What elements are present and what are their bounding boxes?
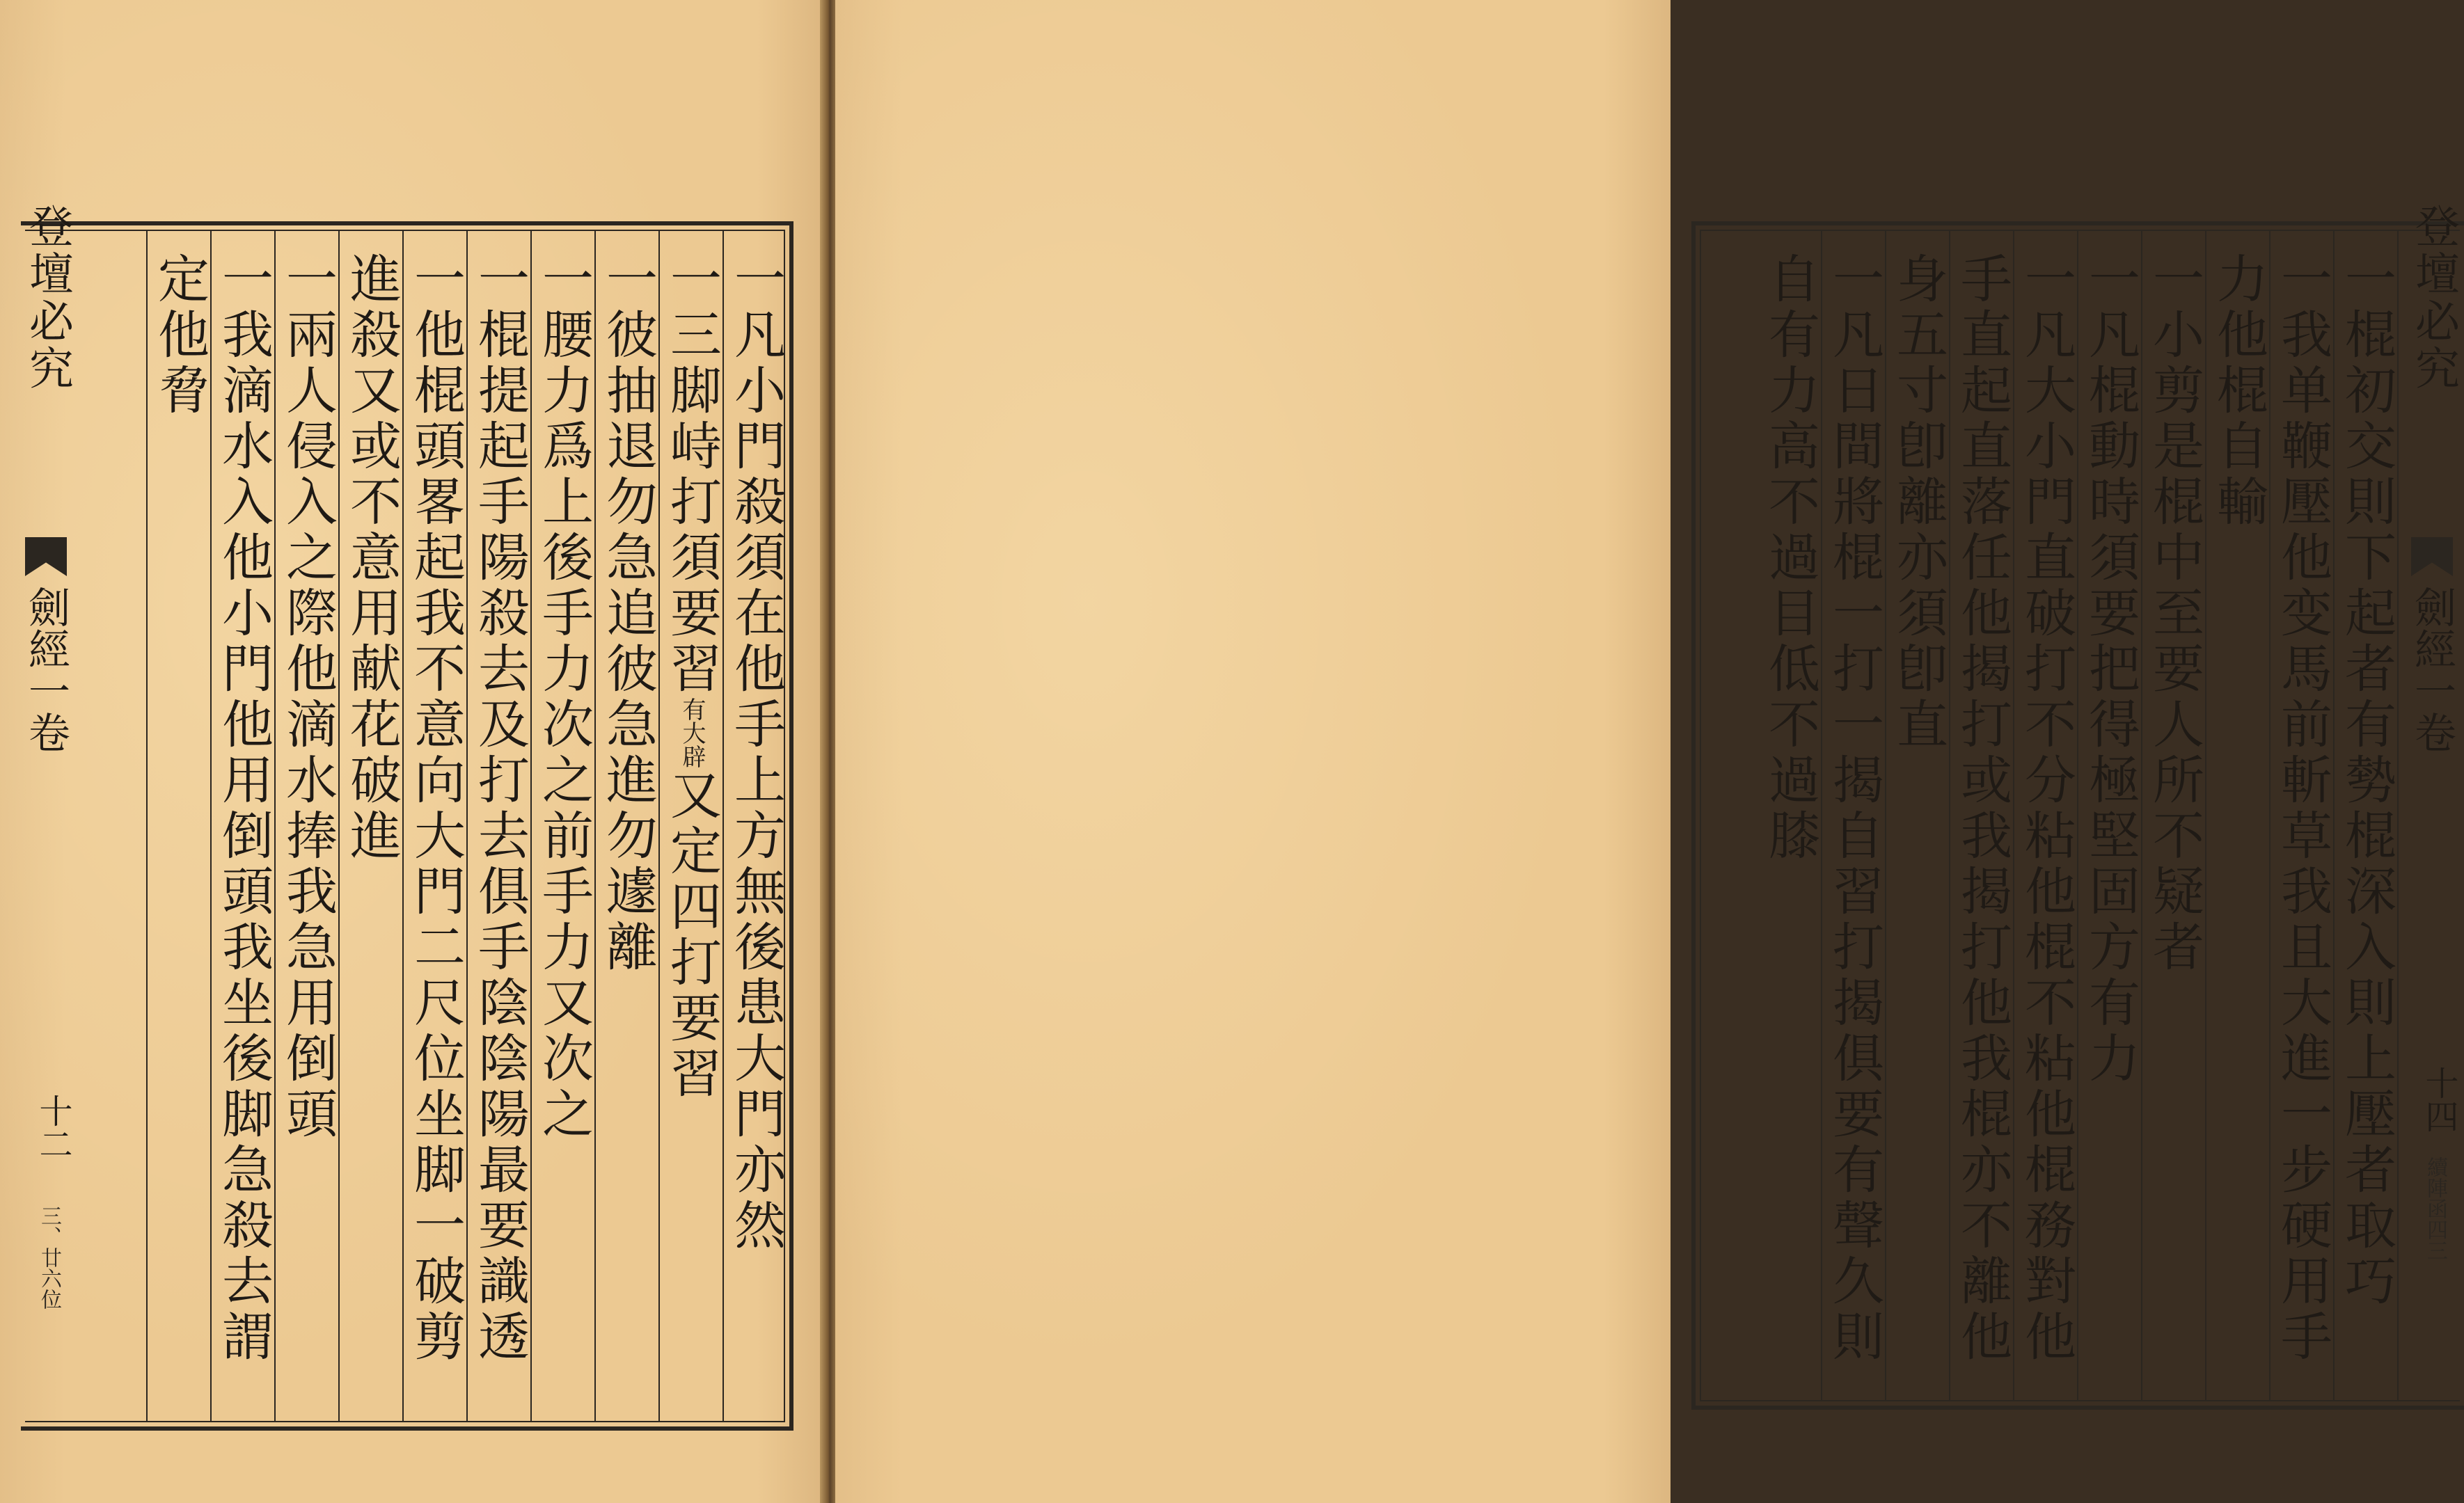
left-column-8 bbox=[276, 231, 340, 1422]
column-continued-text: 又定四打要習 bbox=[662, 768, 722, 1102]
left-column-2 bbox=[660, 231, 724, 1422]
column-text: 一凡小門殺須在他手上方無後患大門亦然 bbox=[726, 252, 786, 1254]
left-column-blank bbox=[84, 231, 148, 1422]
left-book-title: 登壇必究 bbox=[22, 203, 73, 392]
column-text: 一棍初交則下起者有勢棍深入則上壓者取巧 bbox=[2337, 252, 2396, 1310]
right-column-6 bbox=[2014, 231, 2078, 1401]
right-column-5 bbox=[2078, 231, 2142, 1401]
right-column-1 bbox=[2335, 231, 2399, 1401]
right-banner bbox=[2407, 203, 2460, 1401]
column-text: 一彼抽退勿急追彼急進勿遽離 bbox=[598, 252, 658, 976]
left-column-5 bbox=[468, 231, 532, 1422]
right-section-title: 劍經一卷 bbox=[2408, 586, 2456, 753]
right-column-3 bbox=[2206, 231, 2270, 1401]
column-text: 進殺又或不意用献花破進 bbox=[342, 252, 402, 864]
left-column-7 bbox=[340, 231, 404, 1422]
column-main-text: 一三脚峙打須要習 bbox=[662, 252, 722, 697]
left-page-frame bbox=[21, 203, 793, 1431]
interlinear-note: 有大辟 bbox=[678, 697, 706, 768]
right-page-frame bbox=[1691, 203, 2464, 1410]
left-column-9 bbox=[212, 231, 276, 1422]
fishtail-mark bbox=[2411, 537, 2453, 576]
column-text: 一他棍頭畧起我不意向大門二尺位坐脚一破剪 bbox=[406, 252, 466, 1365]
right-column-9 bbox=[1822, 231, 1886, 1401]
right-column-4 bbox=[2142, 231, 2206, 1401]
left-folio: 十二 bbox=[33, 1094, 72, 1161]
fishtail-mark bbox=[25, 537, 67, 576]
left-column-3 bbox=[596, 231, 660, 1422]
column-text: 一我滴水入他小門他用倒頭我坐後脚急殺去謂 bbox=[214, 252, 274, 1365]
column-text: 力他棍自輸 bbox=[2209, 252, 2268, 530]
column-text: 手直起直落任他揭打或我揭打他我棍亦不離他 bbox=[1952, 252, 2012, 1365]
right-folio: 十四 bbox=[2419, 1066, 2458, 1133]
left-section-title: 劍經一卷 bbox=[22, 586, 70, 753]
left-banner bbox=[21, 203, 74, 1422]
column-text: 一凡日間將棍一打一揭自習打揭俱要有聲久則 bbox=[1824, 252, 1884, 1365]
right-column-2 bbox=[2270, 231, 2335, 1401]
column-text: 一凡大小門直破打不分粘他棍不粘他棍務對他 bbox=[2016, 252, 2076, 1365]
column-text: 一凡棍動時須要把得極堅固方有力 bbox=[2080, 252, 2140, 1087]
column-text: 一腰力爲上後手力次之前手力又次之 bbox=[534, 252, 594, 1143]
column-text bbox=[660, 252, 724, 1102]
left-column-4 bbox=[532, 231, 596, 1422]
column-text: 一小剪是棍中至要人所不疑者 bbox=[2145, 252, 2204, 976]
right-column-10 bbox=[1758, 231, 1822, 1401]
right-book-title: 登壇必究 bbox=[2408, 203, 2459, 392]
column-text: 自有力高不過目低不過膝 bbox=[1760, 252, 1820, 864]
column-text: 一我单鞭壓他变馬前斬草我且大進一步硬用手 bbox=[2273, 252, 2332, 1365]
right-page bbox=[835, 0, 2459, 1503]
left-column-10 bbox=[148, 231, 212, 1422]
right-column-7 bbox=[1950, 231, 2014, 1401]
column-text: 定他脅 bbox=[150, 252, 210, 419]
left-page bbox=[0, 0, 823, 1503]
column-text: 一兩人侵入之際他滴水捧我急用倒頭 bbox=[278, 252, 338, 1143]
left-column-6 bbox=[404, 231, 468, 1422]
left-side-note: 三、廿六位 bbox=[37, 1205, 61, 1310]
left-column-1 bbox=[724, 231, 788, 1422]
library-stamp: 續陣函四三 bbox=[2423, 1156, 2447, 1261]
column-text: 一棍提起手陽殺去及打去俱手陰陰陽最要識透 bbox=[470, 252, 530, 1365]
right-column-8 bbox=[1886, 231, 1950, 1401]
column-text: 身五寸卽離亦須卽直 bbox=[1888, 252, 1948, 753]
